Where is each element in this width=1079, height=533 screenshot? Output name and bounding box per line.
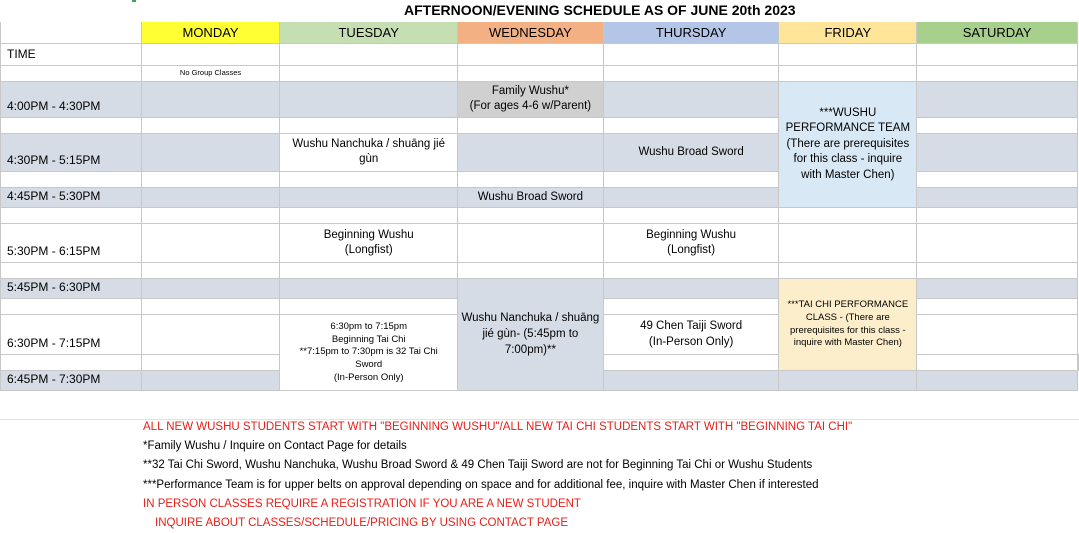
- cell: [1, 355, 142, 371]
- notes-section: [143, 418, 1043, 533]
- cell: [280, 171, 458, 187]
- class-wednesday-broad-sword: Wushu Broad Sword: [458, 187, 604, 207]
- cell: [1, 208, 142, 224]
- cell: [1, 171, 142, 187]
- note-contact: INQUIRE ABOUT CLASSES/SCHEDULE/PRICING BY USING CONTACT PAGE: [155, 516, 569, 529]
- cell: [141, 355, 280, 371]
- cell: [779, 371, 917, 391]
- class-line: jié gùn- (5:45pm to: [482, 328, 579, 340]
- class-line: (Longfist): [667, 244, 716, 257]
- cell: [280, 263, 458, 279]
- cell: [1078, 355, 1079, 371]
- cell: [917, 81, 1078, 117]
- note-advanced-classes: **32 Tai Chi Sword, Wushu Nanchuka, Wushu Broad Sword & 49 Chen Taiji Sword are not for Beginning Tai Chi or Wushu Students: [143, 459, 813, 472]
- page-title: AFTERNOON/EVENING SCHEDULE AS OF JUNE 20th 2023: [404, 2, 796, 18]
- class-line: ***TAI CHI PERFORMANCE: [787, 299, 909, 311]
- class-line: (Longfist): [344, 244, 393, 257]
- class-line: (There are prerequisites: [786, 137, 910, 150]
- class-family-wushu: [458, 81, 604, 117]
- cell: [141, 315, 280, 355]
- cell: [458, 117, 604, 133]
- class-line: Beginning Wushu: [323, 228, 414, 241]
- cell: [917, 355, 1078, 371]
- class-line: Beginning Tai Chi: [331, 333, 406, 345]
- class-line: Sword: [355, 359, 383, 371]
- time-slot-6: 6:30PM - 7:15PM: [1, 315, 142, 355]
- cell: [141, 43, 280, 65]
- cell: [458, 208, 604, 224]
- class-tuesday-tai-chi: [280, 315, 458, 391]
- cell: [779, 43, 917, 65]
- class-line: Family Wushu*: [491, 84, 569, 97]
- cell: [280, 117, 458, 133]
- cell: [280, 299, 458, 315]
- cell: [280, 187, 458, 207]
- cell: [141, 81, 280, 117]
- cell: [280, 279, 458, 299]
- cell: [917, 171, 1078, 187]
- cell: [603, 81, 779, 117]
- class-line: 7:00pm)**: [504, 343, 556, 356]
- cell: [603, 208, 779, 224]
- cell: [779, 65, 917, 81]
- class-line: inquire with Master Chen): [793, 337, 902, 349]
- day-header-saturday: SATURDAY: [917, 21, 1078, 43]
- cell: [458, 43, 604, 65]
- cell: [917, 117, 1078, 133]
- class-line: Wushu Nanchuka / shuāng jié: [292, 137, 445, 150]
- class-thursday-chen-taiji-sword: [603, 315, 779, 355]
- cell: [603, 263, 779, 279]
- time-slot-4: 5:30PM - 6:15PM: [1, 224, 142, 263]
- class-line: **7:15pm to 7:30pm is 32 Tai Chi: [299, 346, 438, 358]
- cell: [141, 299, 280, 315]
- cell: [1, 65, 142, 81]
- class-tai-chi-performance: [779, 279, 917, 371]
- cell: [917, 187, 1078, 207]
- class-line: Wushu Nanchuka / shuāng: [461, 312, 600, 325]
- cell: [458, 65, 604, 81]
- time-slot-3: 4:45PM - 5:30PM: [1, 187, 142, 207]
- cell: [141, 171, 280, 187]
- time-header: TIME: [1, 43, 142, 65]
- cell: [141, 371, 280, 391]
- day-header-tuesday: TUESDAY: [280, 21, 458, 43]
- cell: [917, 279, 1078, 299]
- cell: [603, 43, 779, 65]
- class-line: gùn: [359, 153, 379, 166]
- cell: [280, 81, 458, 117]
- corner-cell: [1, 21, 142, 43]
- cell: [603, 279, 779, 299]
- cell: [280, 208, 458, 224]
- cell: [458, 171, 604, 187]
- time-slot-1: 4:00PM - 4:30PM: [1, 81, 142, 117]
- class-line: 49 Chen Taiji Sword: [640, 320, 743, 333]
- cell: [779, 263, 917, 279]
- time-slot-2: 4:30PM - 5:15PM: [1, 133, 142, 171]
- cell: [141, 187, 280, 207]
- cell: [1, 299, 142, 315]
- cell: [141, 117, 280, 133]
- day-header-monday: MONDAY: [141, 21, 280, 43]
- cell: [141, 208, 280, 224]
- cell: [603, 355, 779, 371]
- cell: [917, 208, 1078, 224]
- class-tuesday-beginning-wushu: [280, 224, 458, 263]
- cell: [917, 315, 1078, 355]
- cell: [141, 224, 280, 263]
- class-line: PERFORMANCE TEAM: [785, 122, 911, 135]
- day-header-wednesday: WEDNESDAY: [458, 21, 604, 43]
- cell: [917, 371, 1078, 391]
- note-registration: IN PERSON CLASSES REQUIRE A REGISTRATION IF YOU ARE A NEW STUDENT: [143, 497, 581, 510]
- class-thursday-beginning-wushu: [603, 224, 779, 263]
- day-header-thursday: THURSDAY: [603, 21, 779, 43]
- class-line: for this class - inquire: [793, 153, 903, 166]
- class-line: (In-Person Only): [648, 335, 734, 348]
- time-slot-7: 6:45PM - 7:30PM: [1, 371, 142, 391]
- cell: [603, 187, 779, 207]
- cell: [603, 171, 779, 187]
- cell: [458, 263, 604, 279]
- cell: [917, 224, 1078, 263]
- cell: [458, 133, 604, 171]
- cell: [141, 279, 280, 299]
- cell: [917, 65, 1078, 81]
- cell: [779, 224, 917, 263]
- cell: [603, 65, 779, 81]
- note-performance-team: ***Performance Team is for upper belts on approval depending on space and for additional fee, inquire with Master Chen if interested: [143, 478, 819, 491]
- note-family-wushu: *Family Wushu / Inquire on Contact Page for details: [143, 440, 407, 453]
- day-header-friday: FRIDAY: [779, 21, 917, 43]
- monday-note: No Group Classes: [141, 65, 280, 81]
- class-line: (In-Person Only): [333, 372, 404, 384]
- cell: [779, 208, 917, 224]
- class-thursday-broad-sword: Wushu Broad Sword: [603, 133, 779, 171]
- class-tuesday-nanchuka: [280, 133, 458, 171]
- class-line: prerequisites for this class -: [790, 324, 906, 336]
- class-line: ***WUSHU: [819, 106, 877, 119]
- class-line: 6:30pm to 7:15pm: [330, 320, 407, 332]
- class-line: (For ages 4-6 w/Parent): [469, 100, 592, 113]
- class-line: with Master Chen): [801, 168, 895, 181]
- class-line: CLASS - (There are: [805, 311, 890, 323]
- class-wushu-performance-team: [779, 81, 917, 207]
- cell: [603, 371, 779, 391]
- cell: [280, 43, 458, 65]
- class-line: Beginning Wushu: [646, 228, 737, 241]
- cell: [141, 263, 280, 279]
- cell: [603, 299, 779, 315]
- cell: [458, 224, 604, 263]
- cell: [1, 117, 142, 133]
- cell: [917, 133, 1078, 171]
- cell: [1, 263, 142, 279]
- time-slot-5: 5:45PM - 6:30PM: [1, 279, 142, 299]
- cell: [917, 299, 1078, 315]
- cell: [917, 263, 1078, 279]
- class-wednesday-nanchuka: [458, 279, 604, 391]
- note-new-students: ALL NEW WUSHU STUDENTS START WITH "BEGINNING WUSHU"/ALL NEW TAI CHI STUDENTS START WITH "BEGINNING TAI CHI": [143, 421, 853, 433]
- cell: [141, 133, 280, 171]
- cell: [603, 117, 779, 133]
- cell: [917, 43, 1078, 65]
- cell: [280, 65, 458, 81]
